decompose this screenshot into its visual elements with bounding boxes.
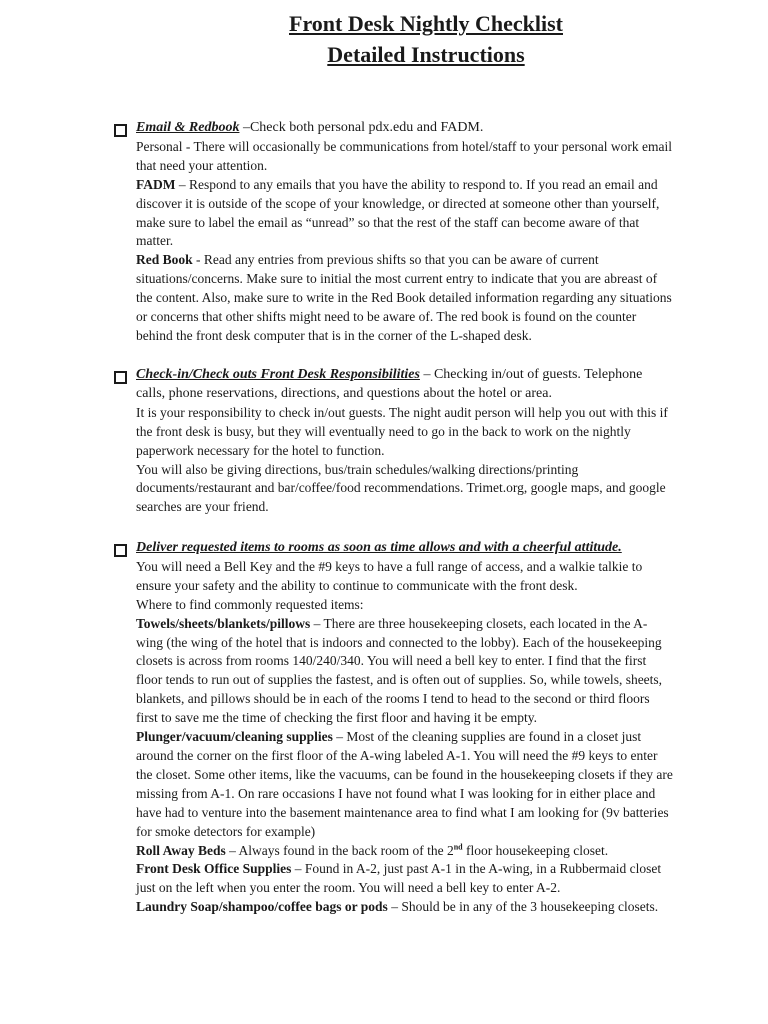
checkbox-icon [114,371,127,384]
paragraph-laundry [136,898,674,917]
checklist-section-check-in-out [114,366,674,517]
paragraph-roll-away [136,842,674,861]
paragraph-plunger [136,728,674,841]
paragraph-lead: Plunger/vacuum/cleaning supplies [136,729,333,745]
checkbox-icon [114,544,127,557]
paragraph-bell-key [136,558,674,596]
paragraph-text: – Should be in any of the 3 housekeeping closets. [387,899,659,915]
paragraph-text: – Found in A-2, just past A-1 in the A-wing, in a Rubbermaid closet just on the left when you enter the room. You will need a bell key to enter A-2. [136,861,662,896]
section-body [136,138,674,346]
paragraph-lead: Roll Away Beds [136,842,226,858]
paragraph-red-book [136,251,674,346]
section-heading-title: Deliver requested items to rooms as soon as time allows and with a cheerful attitude. [136,540,622,555]
paragraph-responsibility [136,404,674,461]
paragraph-text: Where to find commonly requested items: [136,596,364,612]
paragraph-text-after: floor housekeeping closet. [462,842,609,858]
paragraph-text: - Read any entries from previous shifts so that you can be aware of current situations/concerns. Make sure to initial the most current entry to indicate that you are abreast of the content. Also, make sure to write in the Red Book detailed information regarding any situations or concerns that other shifts might need to be aware of. The red book is found on the counter behind the front desk computer that is in the corner of the L-shaped desk. [136,252,672,343]
checklist-section-email-redbook [114,119,674,346]
section-body [136,404,674,517]
paragraph-towels [136,615,674,728]
paragraph-directions [136,461,674,518]
checkbox-icon [114,124,127,137]
paragraph-office-supplies [136,860,674,898]
section-heading [136,539,674,558]
page-title: Front Desk Nightly Checklist [289,11,563,36]
paragraph-personal [136,138,674,176]
section-heading-title: Email & Redbook [136,120,240,135]
paragraph-text: – Always found in the back room of the 2 [225,842,454,858]
paragraph-text: Personal - There will occasionally be communications from hotel/staff to your personal work email that need your attention. [136,138,672,173]
paragraph-text: You will also be giving directions, bus/train schedules/walking directions/printing documents/restaurant and bar/coffee/food recommendations. Trimet.org, google maps, and google searches are your friend. [136,461,666,515]
section-heading-suffix: – Checking in/out of guests. Telephone calls, phone reservations, directions, and questions about the hotel or area. [136,367,643,401]
paragraph-where-to-find [136,596,674,615]
ordinal-suffix: nd [453,842,463,851]
paragraph-lead: Front Desk Office Supplies [136,861,292,877]
section-body [136,558,674,917]
paragraph-lead: Red Book [136,252,193,268]
paragraph-fadm [136,176,674,252]
paragraph-lead: Towels/sheets/blankets/pillows [136,615,311,631]
paragraph-text: You will need a Bell Key and the #9 keys to have a full range of access, and a walkie talkie to ensure your safety and the ability to continue to communicate with the front desk. [136,558,643,593]
page-subtitle: Detailed Instructions [327,42,525,67]
paragraph-text: – Most of the cleaning supplies are found in a closet just around the corner on the first floor of the A-wing labeled A-1. You will need the #9 keys to enter the closet. Some other items, like the vacuums, can be found in the housekeeping closets if they are missing from A-1. On rare occasions I have not found what I was looking for in either place and have had to venture into the basement maintenance area to find what I am looking for (9v batteries for smoke detectors for example) [136,729,673,839]
paragraph-text: – Respond to any emails that you have the ability to respond to. If you read an email and discover it is outside of the scope of your knowledge, or directed at someone other than yourself, make sure to label the email as “unread” so that the rest of the staff can become aware of that matter. [136,176,660,249]
section-heading [136,119,674,138]
paragraph-lead: FADM [136,176,176,192]
paragraph-text: – There are three housekeeping closets, each located in the A-wing (the wing of the hotel that is indoors and connected to the lobby). Each of the housekeeping closets is across from rooms 140/240/340. You will need a bell key to enter. I find that the first floor tends to run out of supplies the fastest, and is often out of supplies. So, while towels, sheets, blankets, and pillows should be in each of the rooms I tend to head to the second or third floors first to save me the time of checking the first floor and having it be empty. [136,615,663,726]
section-heading [136,366,674,404]
section-heading-title: Check-in/Check outs Front Desk Responsibilities [136,367,420,382]
checklist-section-deliver-items [114,539,674,917]
paragraph-text: It is your responsibility to check in/out guests. The night audit person will help you out with this if the front desk is busy, but they will eventually need to go in the back to work on the nightly paperwork necessary for the hotel to function. [136,404,668,458]
section-heading-suffix: –Check both personal pdx.edu and FADM. [239,120,484,135]
paragraph-lead: Laundry Soap/shampoo/coffee bags or pods [136,899,388,915]
